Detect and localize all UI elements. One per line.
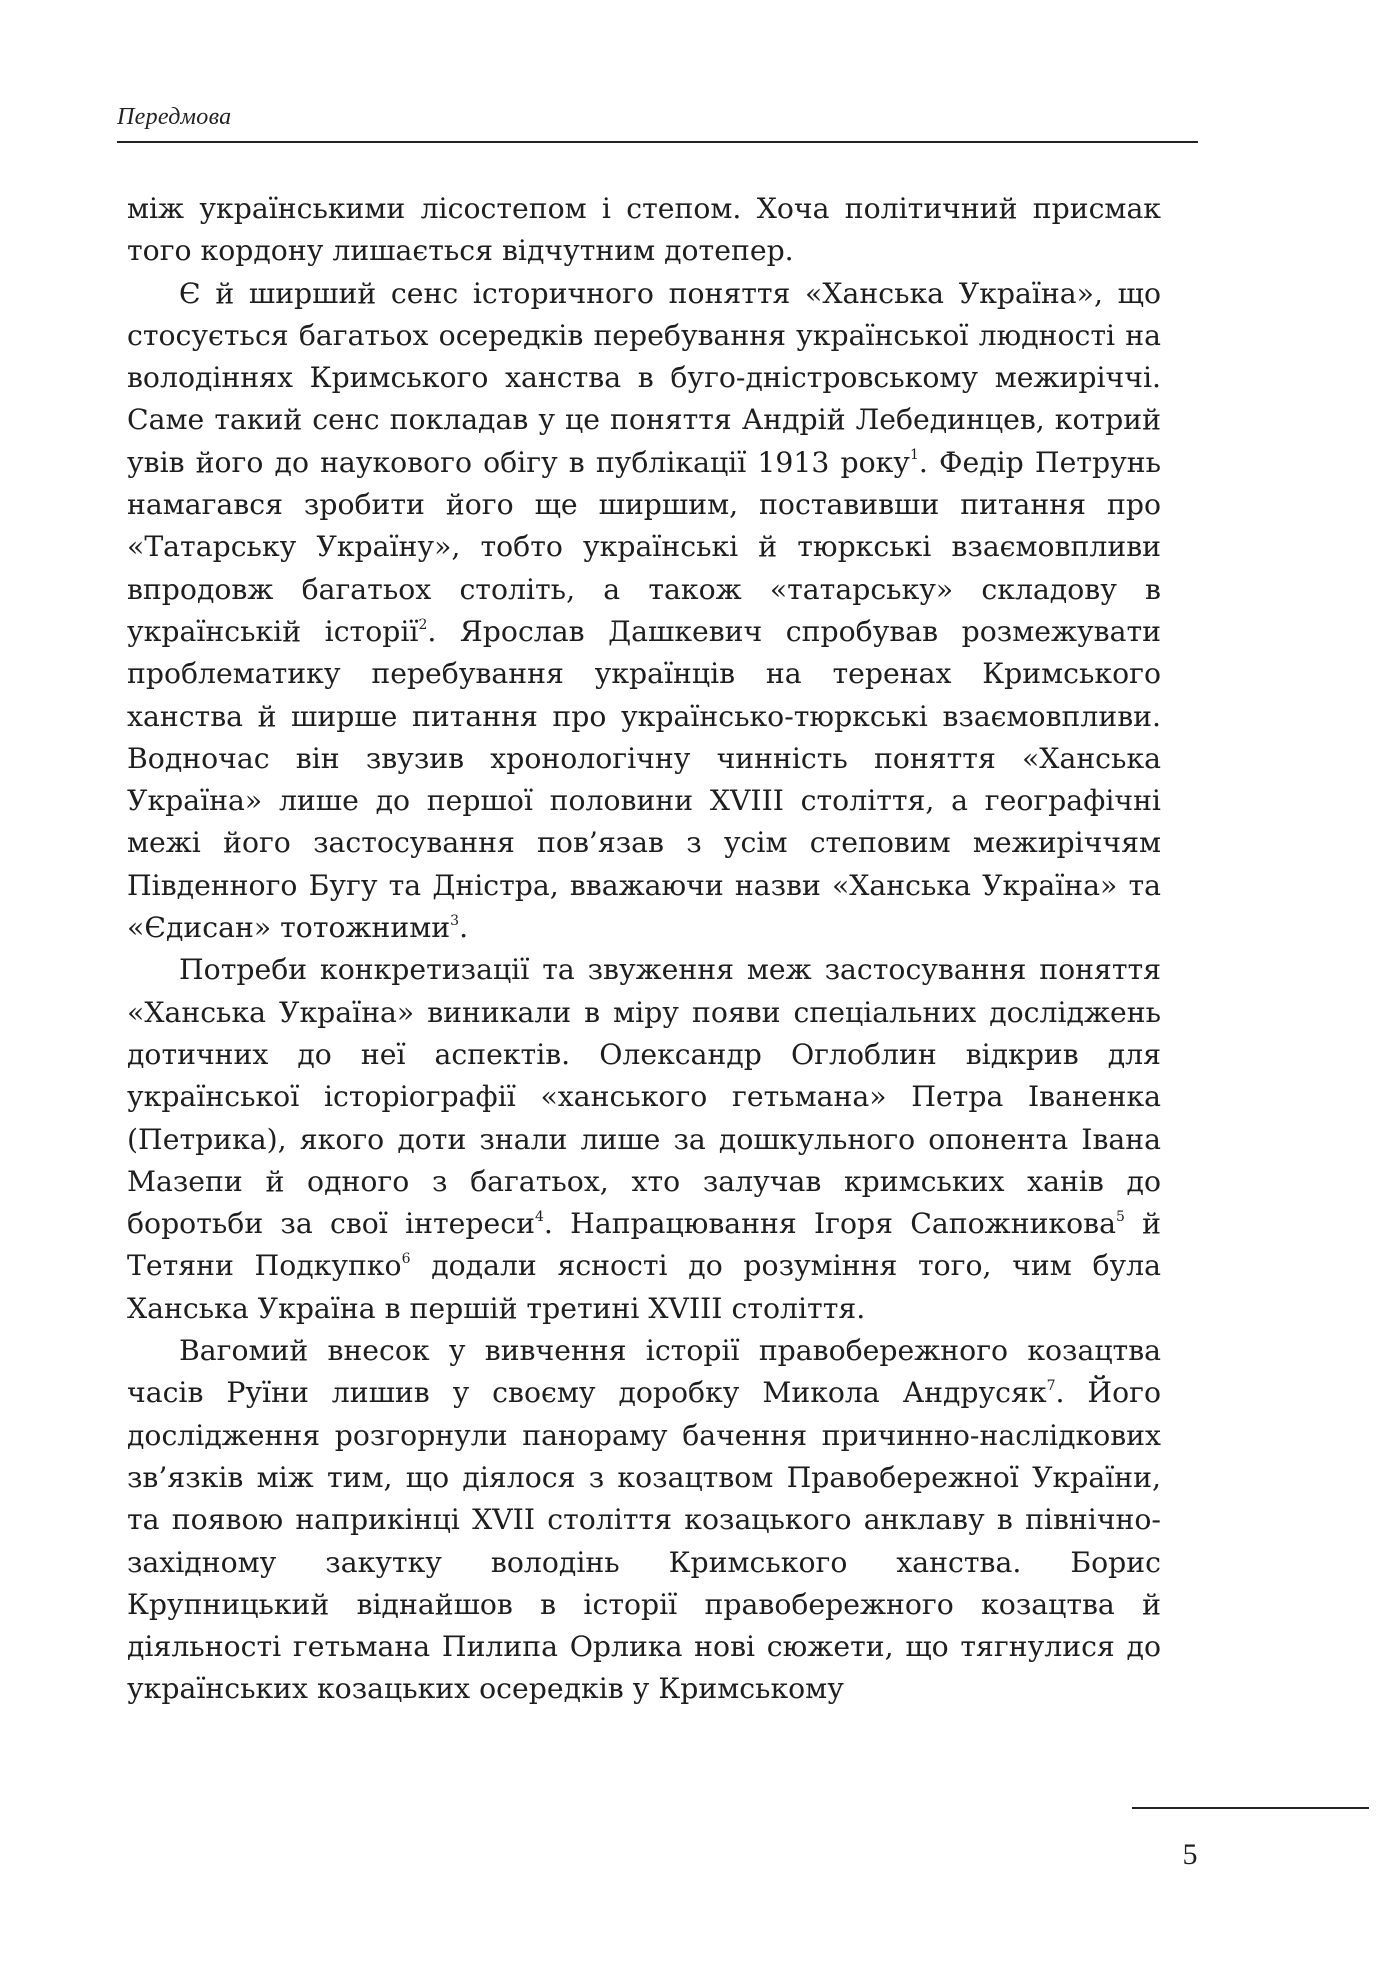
footnote-marker: 2 bbox=[418, 616, 428, 633]
body-text bbox=[127, 188, 1161, 1711]
footnote-marker: 3 bbox=[450, 912, 460, 929]
paragraph-text: між українськими лісостепом і степом. Хоча політичний присмак того кордону лишається відчутним дотепер. bbox=[127, 192, 1161, 268]
paragraph-text: . Федір Петрунь намагався зробити його ще ширшим, поставивши питання про «Татарську Україну», тобто українські й тюркські взаємовпливи впродовж багатьох століть, а також «татарську» складову в українській історії bbox=[127, 445, 1161, 648]
running-head: Передмова bbox=[117, 104, 232, 130]
paragraph-4 bbox=[127, 1330, 1161, 1711]
paragraph-text: й Тетяни Подкупко bbox=[127, 1207, 1161, 1283]
paragraph-1 bbox=[127, 188, 1161, 273]
paragraph-text: додали ясності до розуміння того, чим була Ханська Україна в першій третині XVIII століття. bbox=[127, 1249, 1161, 1325]
paragraph-text: . bbox=[459, 911, 469, 945]
paragraph-text: Вагомий внесок у вивчення історії правобережного козацтва часів Руїни лишив у своєму доробку Микола Андрусяк bbox=[127, 1334, 1161, 1410]
paragraph-text: Потреби конкретизації та звуження меж застосування поняття «Ханська Україна» виникали в міру появи спеціальних досліджень дотичних до неї аспектів. Олександр Оглоблин відкрив для української історіографії «ханського гетьмана» Петра Іваненка (Петрика), якого доти знали лише за дошкульного опонента Івана Мазепи й одного з багатьох, хто залучав кримських ханів до боротьби за свої інтереси bbox=[127, 953, 1161, 1241]
footnote-marker: 1 bbox=[909, 447, 919, 464]
footnote-marker: 4 bbox=[534, 1208, 544, 1225]
footnote-marker: 7 bbox=[1046, 1377, 1056, 1394]
paragraph-text: Є й ширший сенс історичного поняття «Ханська Україна», що стосується багатьох осередків перебування української людності на володіннях Кримського ханства в буго-дністровському межиріччі. Саме такий сенс покладав у це поняття Андрій Лебединцев, котрий увів його до наукового обігу в публікації 1913 року bbox=[127, 276, 1161, 479]
paragraph-3 bbox=[127, 949, 1161, 1330]
footnote-marker: 5 bbox=[1115, 1208, 1125, 1225]
header-rule bbox=[117, 141, 1198, 143]
footer-rule bbox=[1132, 1807, 1369, 1809]
paragraph-2 bbox=[127, 273, 1161, 950]
paragraph-text: . Ярослав Дашкевич спробував розмежувати проблематику перебування українців на теренах Кримського ханства й ширше питання про українсько-тюркські взаємовпливи. Водночас він звузив хронологічну чинність поняття «Ханська Україна» лише до першої половини XVIII століття, а географічні межі його застосування пов’язав з усім степовим межиріччям Південного Бугу та Дністра, вважаючи назви «Ханська Україна» та «Єдисан» тотожними bbox=[127, 614, 1161, 945]
footnote-marker: 6 bbox=[401, 1251, 411, 1267]
paragraph-text: . Напрацювання Ігоря Сапожникова bbox=[543, 1207, 1116, 1241]
page-number: 5 bbox=[1182, 1838, 1198, 1871]
paragraph-text: . Його дослідження розгорнули панораму бачення причинно-наслідкових зв’язків між тим, що діялося з козацтвом Правобережної України, та появою наприкінці XVII століття козацького анклаву в північно-західному закутку володінь Кримського ханства. Борис Крупницький віднайшов в історії правобережного козацтва й діяльності гетьмана Пилипа Орлика нові сюжети, що тягнулися до українських козацьких осередків у Кримському bbox=[127, 1376, 1161, 1706]
